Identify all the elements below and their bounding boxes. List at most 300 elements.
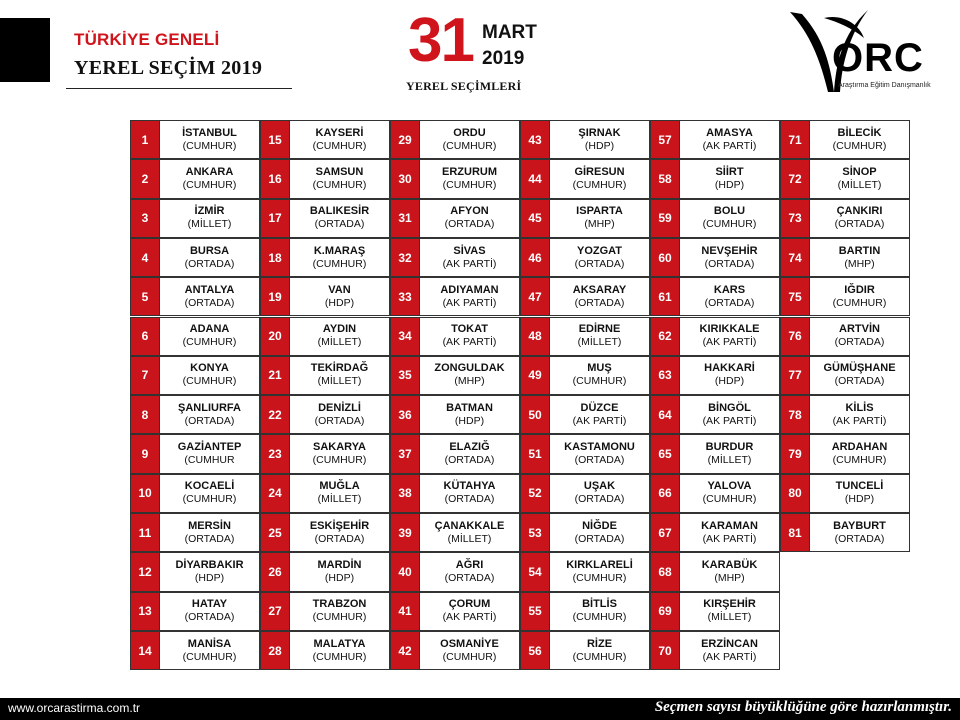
province-name: ADANA bbox=[189, 323, 230, 336]
province-number: 50 bbox=[520, 395, 550, 434]
province-number: 32 bbox=[390, 238, 420, 277]
province-party: (AK PARTİ) bbox=[572, 414, 627, 427]
province-cell bbox=[419, 238, 520, 277]
province-name: AFYON bbox=[450, 205, 489, 218]
province-cell bbox=[289, 199, 390, 238]
province-name: SAKARYA bbox=[313, 441, 366, 454]
province-party: (AK PARTİ) bbox=[702, 414, 757, 427]
province-name: MARDİN bbox=[317, 558, 362, 571]
province-name: K.MARAŞ bbox=[313, 244, 366, 257]
province-cell bbox=[289, 317, 390, 356]
province-number: 43 bbox=[520, 120, 550, 159]
province-party: (AK PARTİ) bbox=[442, 296, 497, 309]
province-number: 73 bbox=[780, 199, 810, 238]
province-number: 67 bbox=[650, 513, 680, 552]
province-party: (CUMHUR) bbox=[832, 296, 887, 309]
province-cell bbox=[549, 474, 650, 513]
province-cell bbox=[419, 631, 520, 670]
province-party: (ORTADA) bbox=[444, 571, 495, 584]
province-cell bbox=[419, 120, 520, 159]
province-cell bbox=[289, 631, 390, 670]
province-number: 11 bbox=[130, 513, 160, 552]
province-cell bbox=[289, 395, 390, 434]
province-party: (CUMHUR) bbox=[572, 375, 627, 388]
province-number: 25 bbox=[260, 513, 290, 552]
province-cell bbox=[289, 474, 390, 513]
province-name: GÜMÜŞHANE bbox=[823, 362, 896, 375]
province-cell bbox=[159, 159, 260, 198]
province-number: 78 bbox=[780, 395, 810, 434]
province-cell bbox=[809, 513, 910, 552]
footer-note: Seçmen sayısı büyüklüğüne göre hazırlanmıştır. bbox=[654, 699, 952, 715]
province-number: 62 bbox=[650, 317, 680, 356]
province-number: 68 bbox=[650, 552, 680, 591]
province-party: (ORTADA) bbox=[834, 218, 885, 231]
province-name: IĞDIR bbox=[844, 283, 875, 296]
province-cell bbox=[549, 159, 650, 198]
province-party: (HDP) bbox=[714, 178, 745, 191]
province-number: 76 bbox=[780, 317, 810, 356]
province-name: KIRIKKALE bbox=[699, 323, 760, 336]
province-party: (MHP) bbox=[844, 257, 875, 270]
province-name: SİİRT bbox=[715, 165, 744, 178]
province-number: 65 bbox=[650, 434, 680, 473]
logo-text: ORC bbox=[832, 36, 924, 80]
province-cell bbox=[289, 277, 390, 316]
province-name: ESKİŞEHİR bbox=[309, 519, 370, 532]
province-name: AKSARAY bbox=[572, 283, 627, 296]
province-name: ADIYAMAN bbox=[440, 283, 499, 296]
province-cell bbox=[679, 513, 780, 552]
province-party: (CUMHUR) bbox=[832, 454, 887, 467]
province-party: (CUMHUR) bbox=[182, 139, 237, 152]
province-cell bbox=[159, 513, 260, 552]
province-party: (CUMHUR bbox=[184, 454, 235, 467]
province-cell bbox=[549, 120, 650, 159]
province-number: 41 bbox=[390, 592, 420, 631]
province-party: (CUMHUR) bbox=[182, 178, 237, 191]
province-name: ANTALYA bbox=[184, 283, 235, 296]
province-number: 27 bbox=[260, 592, 290, 631]
province-name: ANKARA bbox=[185, 165, 234, 178]
province-number: 26 bbox=[260, 552, 290, 591]
province-number: 21 bbox=[260, 356, 290, 395]
province-party: (CUMHUR) bbox=[312, 139, 367, 152]
province-cell bbox=[159, 199, 260, 238]
province-party: (ORTADA) bbox=[834, 336, 885, 349]
province-name: MANİSA bbox=[187, 637, 232, 650]
province-number: 80 bbox=[780, 474, 810, 513]
province-party: (CUMHUR) bbox=[572, 611, 627, 624]
province-cell bbox=[679, 474, 780, 513]
province-party: (MİLLET) bbox=[837, 178, 882, 191]
province-number: 37 bbox=[390, 434, 420, 473]
province-cell bbox=[289, 159, 390, 198]
province-number: 17 bbox=[260, 199, 290, 238]
province-party: (ORTADA) bbox=[444, 454, 495, 467]
province-number: 30 bbox=[390, 159, 420, 198]
province-number: 77 bbox=[780, 356, 810, 395]
province-cell bbox=[419, 474, 520, 513]
province-party: (HDP) bbox=[324, 571, 355, 584]
header-title-line2: YEREL SEÇİM 2019 bbox=[74, 57, 263, 79]
province-cell bbox=[679, 120, 780, 159]
province-party: (MİLLET) bbox=[317, 336, 362, 349]
province-cell bbox=[549, 513, 650, 552]
province-party: (ORTADA) bbox=[704, 257, 755, 270]
province-cell bbox=[679, 552, 780, 591]
province-cell bbox=[159, 238, 260, 277]
province-number: 56 bbox=[520, 631, 550, 670]
province-number: 57 bbox=[650, 120, 680, 159]
province-name: UŞAK bbox=[583, 480, 616, 493]
province-name: İZMİR bbox=[194, 205, 225, 218]
province-cell bbox=[549, 238, 650, 277]
province-cell bbox=[679, 395, 780, 434]
province-party: (CUMHUR) bbox=[312, 611, 367, 624]
province-number: 20 bbox=[260, 317, 290, 356]
province-name: KASTAMONU bbox=[564, 441, 635, 454]
province-number: 5 bbox=[130, 277, 160, 316]
province-number: 23 bbox=[260, 434, 290, 473]
province-cell bbox=[289, 356, 390, 395]
province-cell bbox=[419, 356, 520, 395]
province-name: ARDAHAN bbox=[831, 441, 888, 454]
province-name: NİĞDE bbox=[582, 519, 617, 532]
province-party: (ORTADA) bbox=[314, 414, 365, 427]
province-name: KİLİS bbox=[845, 401, 874, 414]
province-name: BİNGÖL bbox=[708, 401, 751, 414]
province-party: (AK PARTİ) bbox=[702, 650, 757, 663]
province-party: (ORTADA) bbox=[574, 493, 625, 506]
province-party: (MİLLET) bbox=[187, 218, 232, 231]
province-party: (AK PARTİ) bbox=[702, 139, 757, 152]
province-cell bbox=[289, 120, 390, 159]
province-name: ÇANAKKALE bbox=[434, 519, 505, 532]
province-party: (AK PARTİ) bbox=[442, 257, 497, 270]
province-name: ZONGULDAK bbox=[434, 362, 505, 375]
province-cell bbox=[679, 631, 780, 670]
province-number: 36 bbox=[390, 395, 420, 434]
province-cell bbox=[549, 552, 650, 591]
province-name: HAKKARİ bbox=[704, 362, 755, 375]
province-results-table bbox=[130, 120, 910, 670]
province-cell bbox=[549, 395, 650, 434]
province-number: 63 bbox=[650, 356, 680, 395]
province-number: 1 bbox=[130, 120, 160, 159]
province-name: KARAMAN bbox=[701, 519, 758, 532]
province-number: 44 bbox=[520, 159, 550, 198]
province-name: ÇANKIRI bbox=[836, 205, 883, 218]
province-name: ÇORUM bbox=[448, 598, 491, 611]
province-name: TUNCELİ bbox=[835, 480, 884, 493]
province-name: MERSİN bbox=[188, 519, 231, 532]
province-cell bbox=[419, 159, 520, 198]
province-name: YALOVA bbox=[707, 480, 752, 493]
province-number: 40 bbox=[390, 552, 420, 591]
province-party: (CUMHUR) bbox=[702, 218, 757, 231]
province-number: 55 bbox=[520, 592, 550, 631]
province-name: AMASYA bbox=[706, 126, 753, 139]
province-name: HATAY bbox=[191, 598, 228, 611]
province-cell bbox=[419, 434, 520, 473]
province-name: VAN bbox=[328, 283, 351, 296]
province-number: 34 bbox=[390, 317, 420, 356]
province-party: (CUMHUR) bbox=[572, 178, 627, 191]
province-party: (ORTADA) bbox=[834, 375, 885, 388]
province-party: (HDP) bbox=[324, 296, 355, 309]
province-name: KARS bbox=[713, 283, 746, 296]
province-name: BİLECİK bbox=[837, 126, 882, 139]
province-party: (ORTADA) bbox=[444, 493, 495, 506]
footer-url[interactable]: www.orcarastirma.com.tr bbox=[8, 701, 141, 715]
province-cell bbox=[159, 120, 260, 159]
province-cell bbox=[809, 356, 910, 395]
province-number: 49 bbox=[520, 356, 550, 395]
province-name: OSMANİYE bbox=[440, 637, 499, 650]
province-party: (AK PARTİ) bbox=[702, 336, 757, 349]
province-name: ORDU bbox=[453, 126, 486, 139]
province-number: 4 bbox=[130, 238, 160, 277]
province-cell bbox=[809, 120, 910, 159]
province-cell bbox=[679, 238, 780, 277]
province-number: 71 bbox=[780, 120, 810, 159]
province-party: (ORTADA) bbox=[704, 296, 755, 309]
province-party: (HDP) bbox=[584, 139, 615, 152]
province-cell bbox=[419, 513, 520, 552]
province-name: ISPARTA bbox=[576, 205, 623, 218]
province-party: (CUMHUR) bbox=[312, 178, 367, 191]
province-name: ŞIRNAK bbox=[578, 126, 621, 139]
province-cell bbox=[809, 474, 910, 513]
province-cell bbox=[679, 434, 780, 473]
province-number: 29 bbox=[390, 120, 420, 159]
province-name: KIRKLARELİ bbox=[566, 558, 633, 571]
province-name: KÜTAHYA bbox=[443, 480, 496, 493]
province-party: (CUMHUR) bbox=[182, 375, 237, 388]
province-party: (AK PARTİ) bbox=[702, 532, 757, 545]
province-number: 38 bbox=[390, 474, 420, 513]
province-number: 7 bbox=[130, 356, 160, 395]
province-number: 39 bbox=[390, 513, 420, 552]
province-number: 22 bbox=[260, 395, 290, 434]
province-cell bbox=[289, 552, 390, 591]
province-number: 70 bbox=[650, 631, 680, 670]
decorative-black-block bbox=[0, 18, 50, 82]
province-name: BALIKESİR bbox=[309, 205, 370, 218]
province-party: (CUMHUR) bbox=[182, 336, 237, 349]
province-party: (MİLLET) bbox=[447, 532, 492, 545]
province-party: (CUMHUR) bbox=[572, 650, 627, 663]
province-name: SAMSUN bbox=[315, 165, 364, 178]
logo-subtitle: Araştırma Eğitim Danışmanlık bbox=[838, 82, 931, 89]
province-name: BATMAN bbox=[446, 401, 493, 414]
province-cell bbox=[809, 277, 910, 316]
province-name: YOZGAT bbox=[576, 244, 622, 257]
province-cell bbox=[159, 395, 260, 434]
province-party: (MİLLET) bbox=[317, 375, 362, 388]
province-party: (MHP) bbox=[714, 571, 745, 584]
province-number: 72 bbox=[780, 159, 810, 198]
province-number: 54 bbox=[520, 552, 550, 591]
province-name: DENİZLİ bbox=[318, 401, 361, 414]
province-cell bbox=[419, 277, 520, 316]
province-cell bbox=[419, 199, 520, 238]
province-name: TOKAT bbox=[451, 323, 488, 336]
province-number: 33 bbox=[390, 277, 420, 316]
province-name: SİNOP bbox=[842, 165, 877, 178]
province-party: (ORTADA) bbox=[444, 218, 495, 231]
province-cell bbox=[289, 513, 390, 552]
province-party: (ORTADA) bbox=[574, 454, 625, 467]
province-number: 13 bbox=[130, 592, 160, 631]
province-cell bbox=[419, 592, 520, 631]
province-number: 66 bbox=[650, 474, 680, 513]
province-cell bbox=[419, 317, 520, 356]
province-party: (ORTADA) bbox=[574, 296, 625, 309]
province-cell bbox=[679, 356, 780, 395]
province-number: 8 bbox=[130, 395, 160, 434]
province-party: (MİLLET) bbox=[577, 336, 622, 349]
province-number: 53 bbox=[520, 513, 550, 552]
province-number: 28 bbox=[260, 631, 290, 670]
province-name: BURDUR bbox=[705, 441, 754, 454]
province-name: RİZE bbox=[586, 637, 613, 650]
province-number: 18 bbox=[260, 238, 290, 277]
province-party: (CUMHUR) bbox=[312, 454, 367, 467]
province-party: (CUMHUR) bbox=[442, 650, 497, 663]
province-cell bbox=[159, 592, 260, 631]
province-name: KOCAELİ bbox=[184, 480, 235, 493]
province-number: 2 bbox=[130, 159, 160, 198]
province-cell bbox=[809, 317, 910, 356]
province-cell bbox=[809, 199, 910, 238]
province-name: GİRESUN bbox=[574, 165, 625, 178]
province-party: (MİLLET) bbox=[707, 454, 752, 467]
province-name: KAYSERİ bbox=[315, 126, 364, 139]
province-party: (AK PARTİ) bbox=[442, 336, 497, 349]
province-cell bbox=[809, 434, 910, 473]
province-party: (CUMHUR) bbox=[312, 650, 367, 663]
province-party: (CUMHUR) bbox=[182, 650, 237, 663]
footer-bar bbox=[0, 698, 960, 720]
province-name: ŞANLIURFA bbox=[178, 401, 241, 414]
province-cell bbox=[809, 159, 910, 198]
province-number: 79 bbox=[780, 434, 810, 473]
province-party: (ORTADA) bbox=[834, 532, 885, 545]
province-number: 47 bbox=[520, 277, 550, 316]
province-party: (HDP) bbox=[194, 571, 225, 584]
province-cell bbox=[159, 317, 260, 356]
province-name: BİTLİS bbox=[582, 598, 617, 611]
province-name: ERZİNCAN bbox=[701, 637, 758, 650]
province-party: (ORTADA) bbox=[574, 532, 625, 545]
province-party: (MHP) bbox=[454, 375, 485, 388]
province-party: (HDP) bbox=[714, 375, 745, 388]
province-name: DİYARBAKIR bbox=[175, 558, 244, 571]
header-underline bbox=[66, 88, 292, 89]
province-cell bbox=[549, 434, 650, 473]
province-party: (MHP) bbox=[584, 218, 615, 231]
province-name: KARABÜK bbox=[701, 558, 758, 571]
province-number: 35 bbox=[390, 356, 420, 395]
province-number: 46 bbox=[520, 238, 550, 277]
province-name: MALATYA bbox=[313, 637, 366, 650]
province-party: (CUMHUR) bbox=[572, 571, 627, 584]
province-number: 59 bbox=[650, 199, 680, 238]
province-name: EDİRNE bbox=[578, 323, 621, 336]
province-name: TEKİRDAĞ bbox=[310, 362, 369, 375]
province-number: 61 bbox=[650, 277, 680, 316]
province-name: BURSA bbox=[189, 244, 230, 257]
province-number: 69 bbox=[650, 592, 680, 631]
province-cell bbox=[809, 395, 910, 434]
province-name: MUŞ bbox=[587, 362, 612, 375]
province-number: 9 bbox=[130, 434, 160, 473]
province-party: (MİLLET) bbox=[707, 611, 752, 624]
province-number: 64 bbox=[650, 395, 680, 434]
province-party: (CUMHUR) bbox=[702, 493, 757, 506]
date-year: 2019 bbox=[482, 48, 525, 69]
province-number: 48 bbox=[520, 317, 550, 356]
province-party: (ORTADA) bbox=[184, 611, 235, 624]
province-number: 74 bbox=[780, 238, 810, 277]
province-number: 42 bbox=[390, 631, 420, 670]
province-name: İSTANBUL bbox=[182, 126, 237, 139]
province-cell bbox=[679, 199, 780, 238]
province-party: (CUMHUR) bbox=[182, 493, 237, 506]
province-cell bbox=[549, 277, 650, 316]
province-number: 58 bbox=[650, 159, 680, 198]
province-number: 31 bbox=[390, 199, 420, 238]
province-cell bbox=[419, 395, 520, 434]
province-number: 75 bbox=[780, 277, 810, 316]
province-name: BARTIN bbox=[838, 244, 881, 257]
province-cell bbox=[809, 238, 910, 277]
province-number: 16 bbox=[260, 159, 290, 198]
province-number: 81 bbox=[780, 513, 810, 552]
province-party: (HDP) bbox=[844, 493, 875, 506]
province-number: 10 bbox=[130, 474, 160, 513]
date-month: MART bbox=[482, 22, 537, 43]
date-subtitle: YEREL SEÇİMLERİ bbox=[406, 79, 522, 93]
province-party: (ORTADA) bbox=[184, 532, 235, 545]
province-name: ARTVİN bbox=[839, 323, 880, 336]
header-title-line1: TÜRKİYE GENELİ bbox=[74, 30, 220, 49]
province-name: AĞRI bbox=[455, 558, 484, 571]
province-party: (ORTADA) bbox=[314, 532, 365, 545]
province-name: DÜZCE bbox=[580, 401, 619, 414]
province-cell bbox=[159, 356, 260, 395]
province-number: 19 bbox=[260, 277, 290, 316]
province-number: 24 bbox=[260, 474, 290, 513]
province-party: (AK PARTİ) bbox=[832, 414, 887, 427]
province-number: 15 bbox=[260, 120, 290, 159]
province-cell bbox=[549, 317, 650, 356]
province-name: NEVŞEHİR bbox=[701, 244, 758, 257]
province-party: (MİLLET) bbox=[317, 493, 362, 506]
province-number: 45 bbox=[520, 199, 550, 238]
province-name: AYDIN bbox=[322, 323, 357, 336]
province-number: 12 bbox=[130, 552, 160, 591]
province-cell bbox=[289, 238, 390, 277]
province-cell bbox=[159, 552, 260, 591]
province-cell bbox=[419, 552, 520, 591]
province-number: 6 bbox=[130, 317, 160, 356]
province-name: KIRŞEHİR bbox=[703, 598, 756, 611]
province-name: KONYA bbox=[190, 362, 229, 375]
province-cell bbox=[679, 592, 780, 631]
